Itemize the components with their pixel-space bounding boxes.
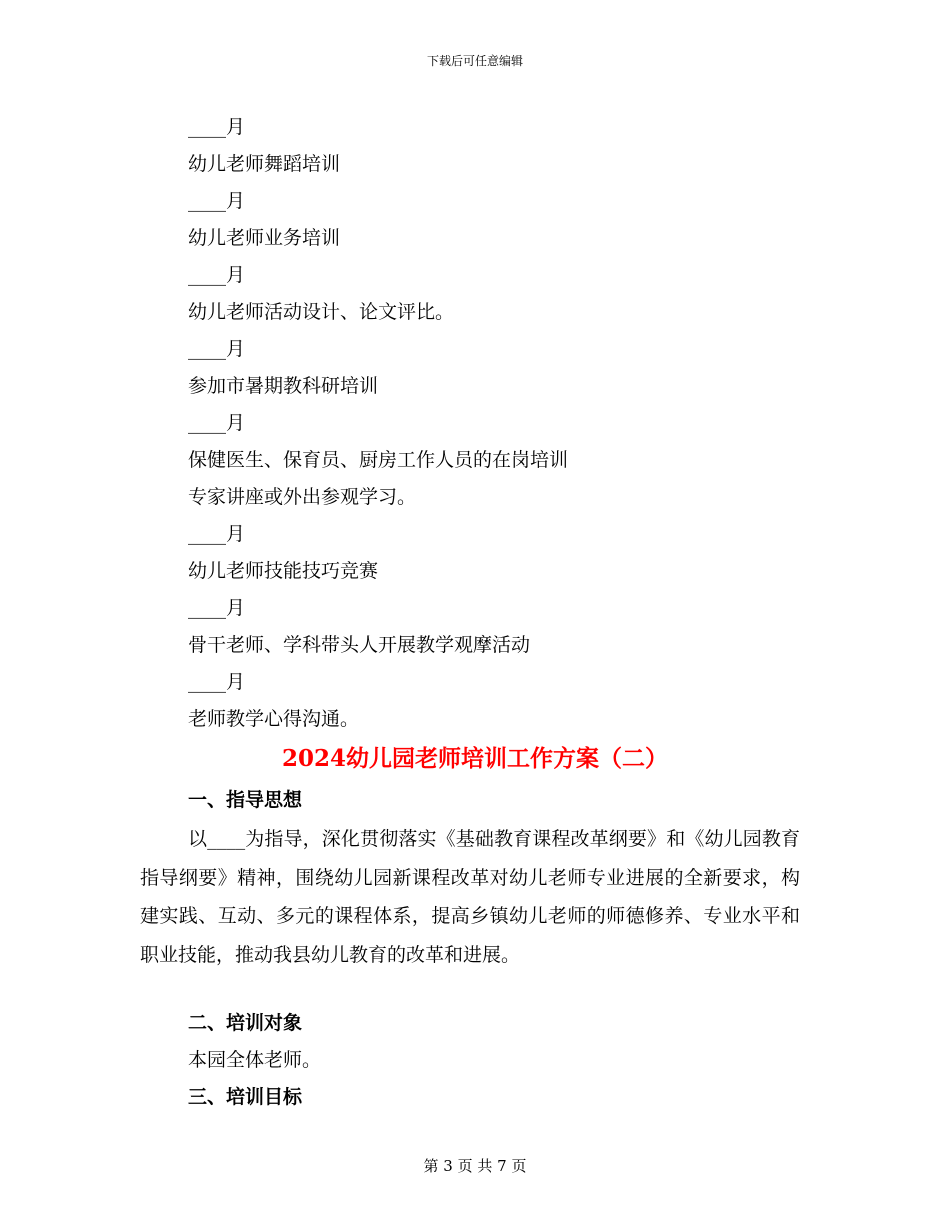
schedule-line: 幼儿老师活动设计、论文评比。 [188, 301, 455, 323]
heading-guiding-thought: 一、指导思想 [188, 789, 303, 811]
schedule-line: 老师教学心得沟通。 [188, 708, 360, 730]
schedule-line: ____月 [188, 671, 246, 693]
schedule-line: ____月 [188, 412, 246, 434]
paragraph-training-target: 本园全体老师。 [188, 1049, 322, 1071]
schedule-line: ____月 [188, 338, 246, 360]
schedule-line: 幼儿老师舞蹈培训 [188, 153, 341, 175]
schedule-line: 骨干老师、学科带头人开展教学观摩活动 [188, 634, 531, 656]
schedule-line: 专家讲座或外出参观学习。 [188, 486, 417, 508]
paragraph-guiding-thought: 以____为指导，深化贯彻落实《基础教育课程改革纲要》和《幼儿园教育指导纲要》精神，围绕幼儿园新课程改革对幼儿老师专业进展的全新要求，构建实践、互动、多元的课程体系，提高乡镇幼儿老师的师德修养、专业水平和职业技能，推动我县幼儿教育的改革和进展。 [140, 828, 800, 966]
schedule-line: ____月 [188, 264, 246, 286]
schedule-line: 保健医生、保育员、厨房工作人员的在岗培训 [188, 449, 569, 471]
schedule-line: ____月 [188, 116, 246, 138]
heading-training-goal: 三、培训目标 [188, 1086, 303, 1108]
schedule-line: 幼儿老师业务培训 [188, 227, 341, 249]
schedule-line: 幼儿老师技能技巧竞赛 [188, 560, 379, 582]
schedule-line: ____月 [188, 190, 246, 212]
section-title: 2024幼儿园老师培训工作方案（二） [281, 745, 668, 772]
page-footer: 第 3 页 共 7 页 [423, 1157, 527, 1175]
schedule-line: ____月 [188, 597, 246, 619]
schedule-line: ____月 [188, 523, 246, 545]
schedule-line: 参加市暑期教科研培训 [188, 375, 379, 397]
page-header: 下载后可任意编辑 [426, 54, 523, 68]
heading-training-target: 二、培训对象 [188, 1012, 303, 1034]
